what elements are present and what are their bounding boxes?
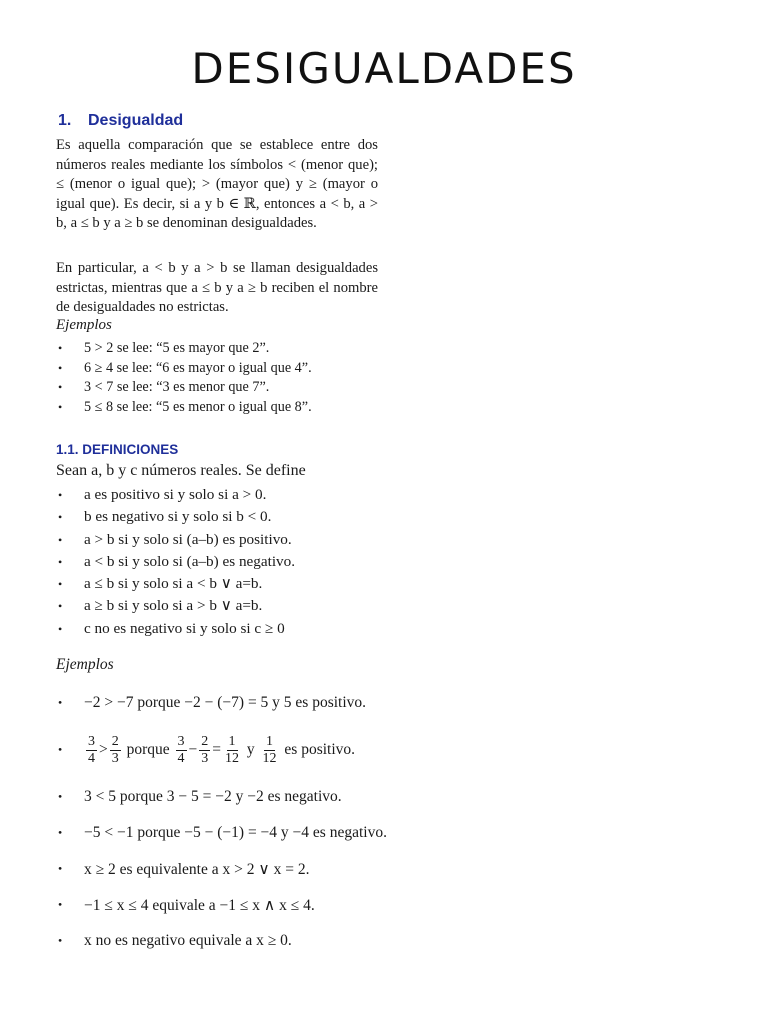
list-item: • x ≥ 2 es equivalente a x > 2 ∨ x = 2. [58, 860, 310, 878]
page-title: DESIGUALDADES [191, 44, 577, 93]
fraction: $\frac{2}{3}$ [111, 733, 119, 766]
fraction: $\frac{3}{4}$ [177, 733, 185, 766]
list-item: • 5 > 2 se lee: “5 es mayor que 2”. [56, 339, 312, 359]
definitions-intro: Sean a, b y c números reales. Se define [56, 462, 306, 479]
section-heading [58, 112, 183, 130]
list-item: • 3 < 7 se lee: “3 es menor que 7”. [56, 378, 312, 398]
list-item: • a < b si y solo si (a–b) es negativo. [56, 551, 295, 573]
definitions-heading: 1.1. DEFINICIONES [56, 442, 179, 457]
bullet-icon: • [58, 742, 63, 757]
bullet-icon: • [58, 621, 63, 636]
bullet-icon: • [58, 341, 63, 355]
examples-label-2: Ejemplos [56, 656, 114, 673]
definitions-list [56, 484, 295, 640]
list-item: • 3 < 5 porque 3 − 5 = −2 y −2 es negativo. [58, 788, 342, 805]
bullet-icon: • [58, 360, 63, 375]
bullet-icon: • [58, 488, 63, 502]
examples-list-2 [56, 685, 387, 959]
section-number: 1. [58, 112, 72, 129]
list-item: • a > b si y solo si (a–b) es positivo. [56, 529, 295, 551]
bullet-icon: • [58, 532, 63, 547]
list-item: • 6 ≥ 4 se lee: “6 es mayor o igual que 4”. [56, 359, 312, 379]
examples-list [56, 339, 312, 417]
fraction: $\frac{1}{12}$ [225, 733, 240, 766]
bullet-icon: • [58, 789, 63, 804]
list-item: • a es positivo si y solo si a > 0. [56, 484, 295, 506]
bullet-icon: • [58, 933, 63, 948]
bullet-icon: • [58, 554, 63, 569]
fraction: $\frac{1}{12}$ [262, 733, 277, 766]
bullet-icon: • [58, 380, 63, 395]
list-item: • x no es negativo equivale a x ≥ 0. [58, 932, 292, 949]
list-item: • −2 > −7 porque −2 − (−7) = 5 y 5 es positivo. [58, 694, 367, 711]
paragraph-definition: Es aquella comparación que se establece entre dos números reales mediante los símbolos < (menor que); ≤ (menor o igual que); > (mayor que) y ≥ (mayor o igual que). Es decir, si a y b ∈ ℝ, entonces a < b, a > b, a ≤ b y a ≥ b se denominan desigualdades. [56, 137, 378, 232]
bullet-icon: • [58, 825, 63, 840]
list-item: • −5 < −1 porque −5 − (−1) = −4 y −4 es negativo. [58, 824, 387, 841]
bullet-icon: • [58, 861, 63, 876]
list-item: • a ≤ b si y solo si a < b ∨ a=b. [56, 573, 295, 595]
fraction: $\frac{2}{3}$ [201, 733, 209, 766]
list-item: • 5 ≤ 8 se lee: “5 es menor o igual que 8”. [56, 398, 312, 418]
list-item: • c no es negativo si y solo si c ≥ 0 [56, 618, 295, 640]
examples-label: Ejemplos [56, 317, 112, 333]
fraction: $\frac{3}{4}$ [88, 733, 95, 766]
bullet-icon: • [58, 399, 63, 414]
bullet-icon: • [58, 510, 63, 525]
bullet-icon: • [58, 897, 63, 912]
list-item: • b es negativo si y solo si b < 0. [56, 506, 295, 528]
bullet-icon: • [58, 599, 63, 614]
list-item: • a ≥ b si y solo si a > b ∨ a=b. [56, 595, 295, 617]
list-item: • −1 ≤ x ≤ 4 equivale a −1 ≤ x ∧ x ≤ 4. [58, 896, 315, 914]
section-title: Desigualdad [88, 112, 184, 129]
paragraph-strict: En particular, a < b y a > b se llaman desigualdades estrictas, mientras que a ≤ b y a ≥ b reciben el nombre de desigualdades no estrictas. [56, 260, 378, 316]
bullet-icon: • [58, 695, 63, 710]
bullet-icon: • [58, 577, 63, 592]
list-item-fraction: • $\frac{3}{4}$ > $\frac{2}{3}$ porque $\frac{3}{4}$ − $\frac{2}{3}$ = $\frac{1}{12}$ y $\frac{1}{12}$ es positivo. [58, 733, 356, 766]
